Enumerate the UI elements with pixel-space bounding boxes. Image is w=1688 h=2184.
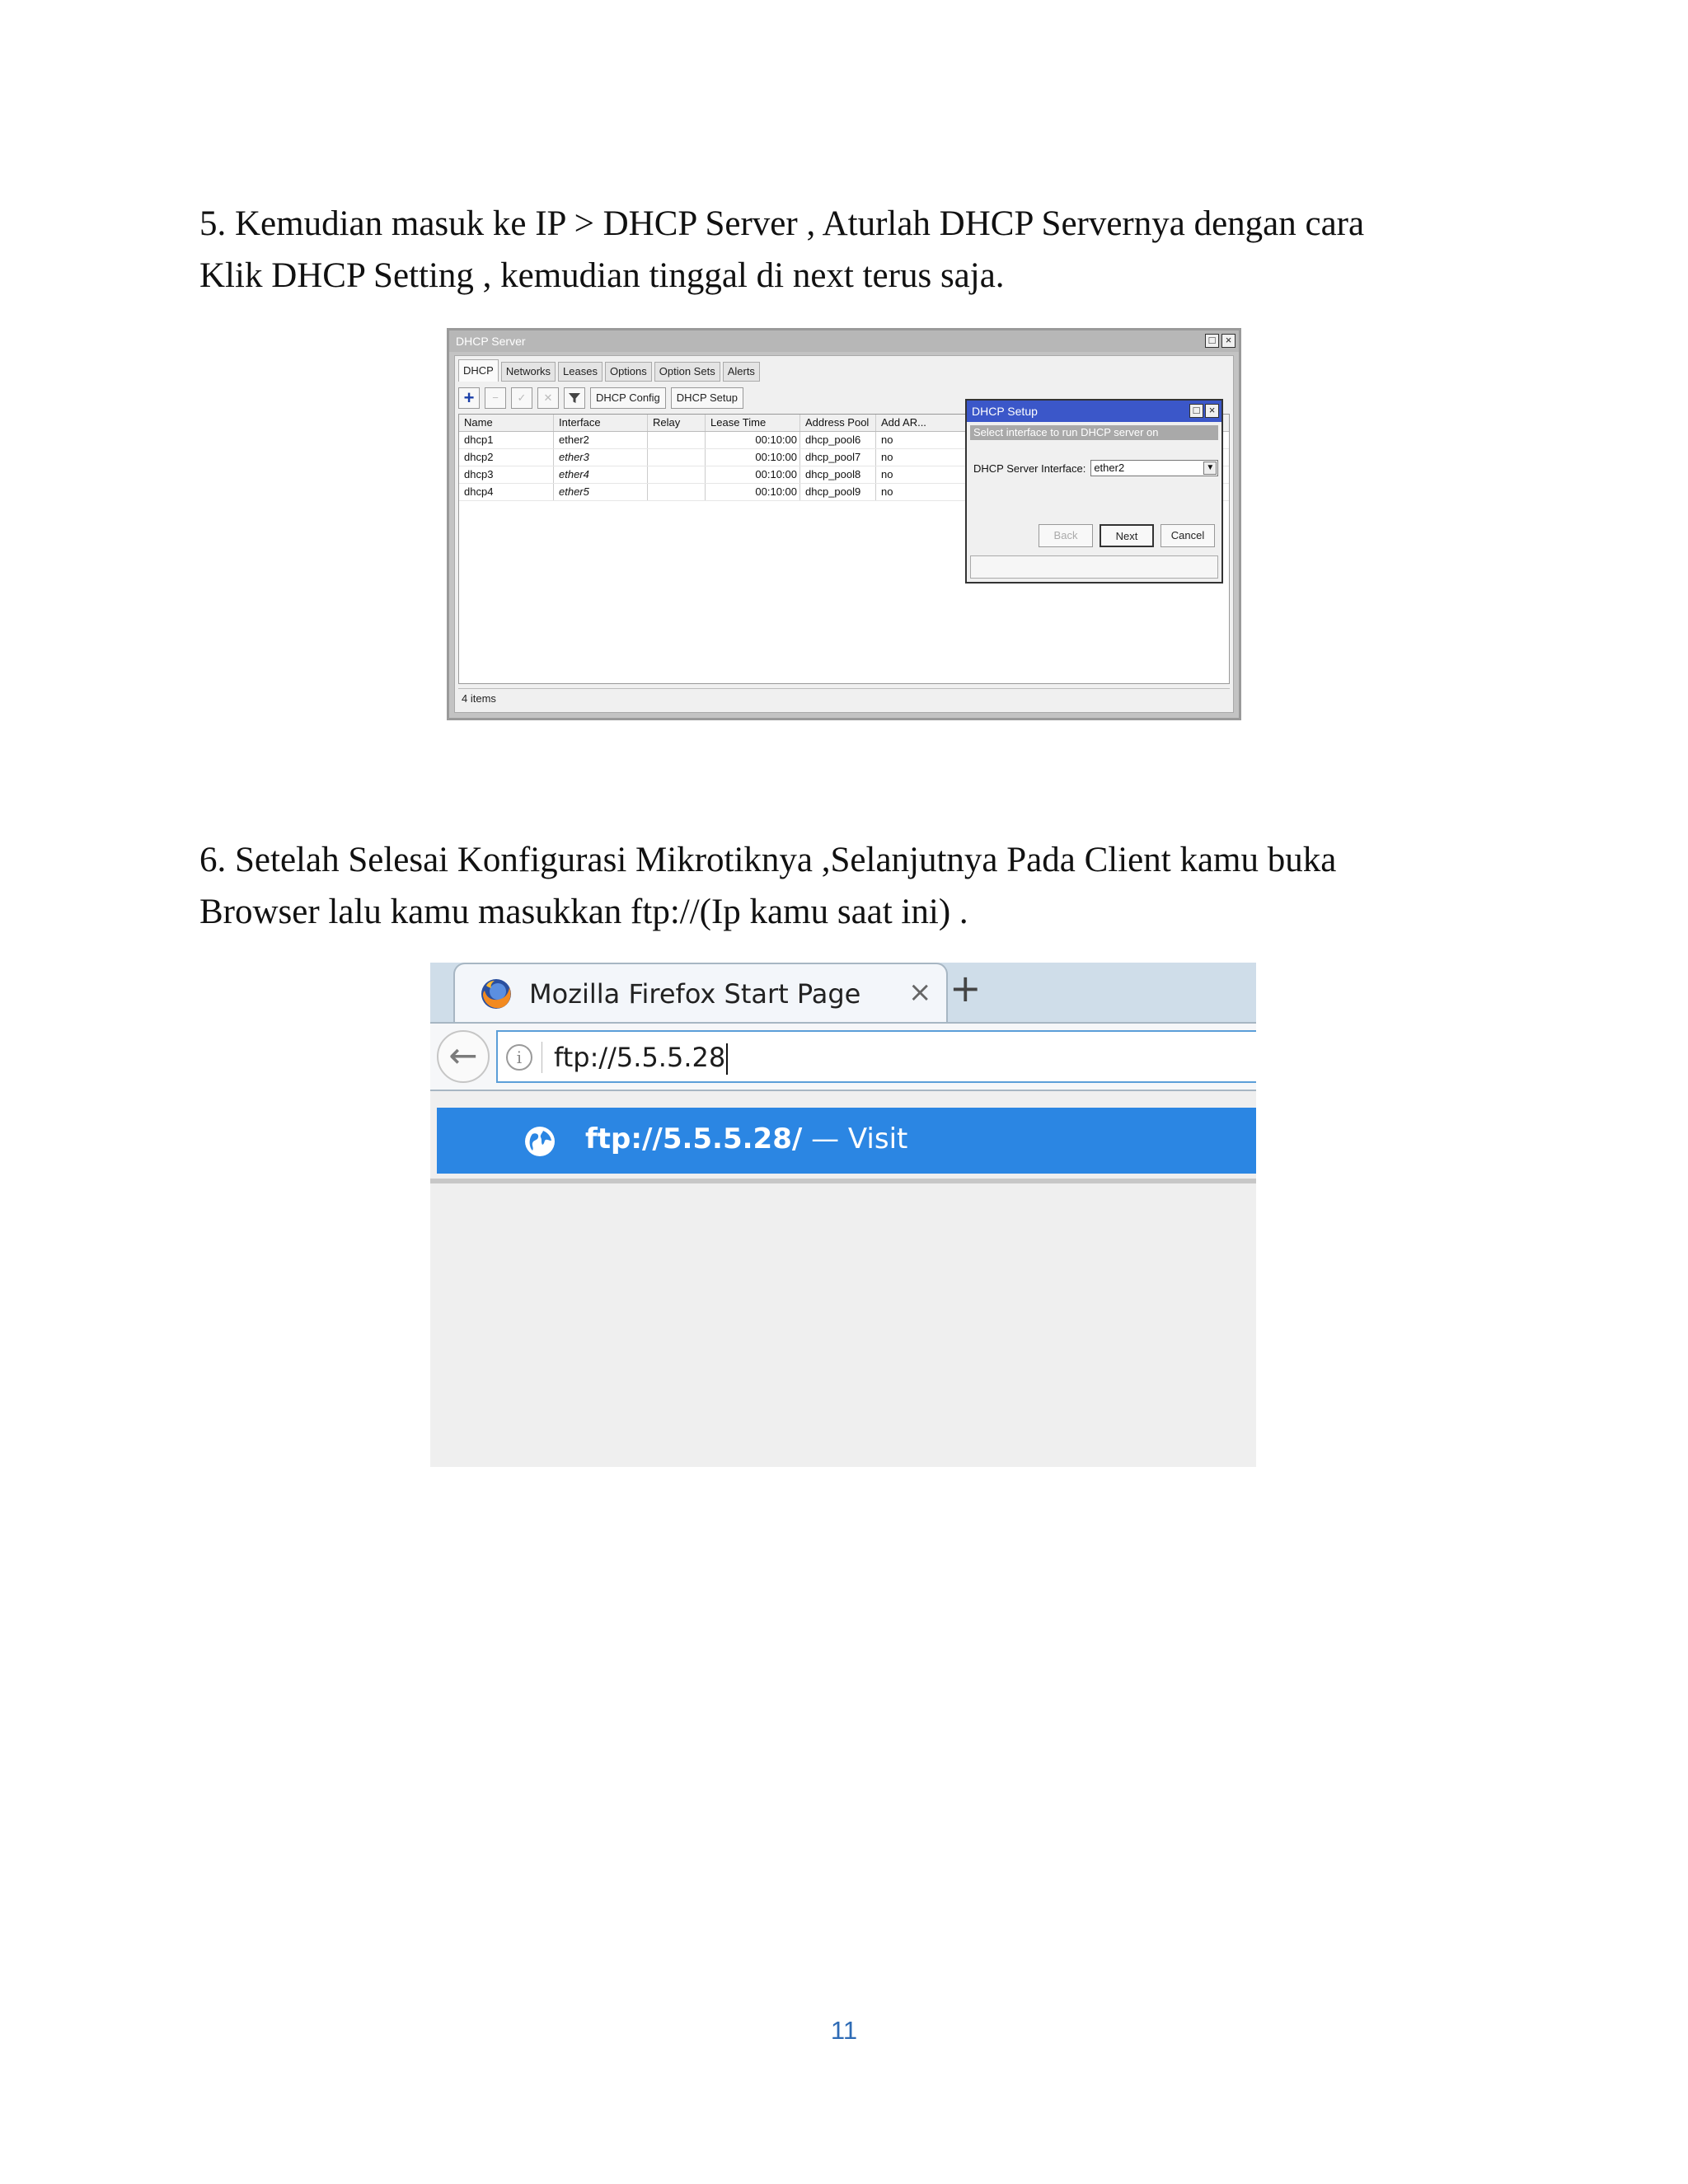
column-address-pool[interactable]: Address Pool	[800, 415, 876, 431]
window-title-bar	[449, 330, 1239, 352]
dhcp-setup-dialog	[965, 399, 1223, 583]
add-button[interactable]	[458, 387, 480, 409]
cell-interface: ether5	[554, 484, 648, 500]
navigation-bar	[430, 1022, 1256, 1091]
filter-button[interactable]	[564, 387, 585, 409]
minus-icon: −	[492, 391, 499, 404]
cell-address-pool: dhcp_pool9	[800, 484, 876, 500]
column-add-arp[interactable]: Add AR...	[881, 416, 926, 429]
cell-relay	[648, 449, 706, 466]
next-button[interactable]: Next	[1100, 524, 1154, 547]
cell-add-arp: no	[881, 434, 893, 446]
cell-lease-time: 00:10:00	[706, 432, 800, 448]
cell-interface: ether4	[554, 466, 648, 483]
cell-name: dhcp3	[459, 466, 554, 483]
dhcp-setup-button[interactable]: DHCP Setup	[671, 387, 743, 409]
page-number: 11	[830, 2016, 858, 2045]
cell-relay	[648, 466, 706, 483]
tab-options[interactable]: Options	[605, 362, 652, 382]
tab-dhcp[interactable]: DHCP	[458, 359, 499, 382]
cell-address-pool: dhcp_pool6	[800, 432, 876, 448]
globe-icon	[523, 1124, 557, 1159]
tab-strip	[458, 359, 762, 381]
cell-add-arp: no	[881, 451, 893, 463]
cell-lease-time: 00:10:00	[706, 466, 800, 483]
tab-bar	[430, 963, 1256, 1022]
tab-title: Mozilla Firefox Start Page	[529, 978, 861, 1010]
column-lease-time[interactable]: Lease Time	[706, 415, 800, 431]
remove-button[interactable]	[485, 387, 506, 409]
x-icon: ✕	[543, 391, 553, 404]
dropdown-divider	[430, 1179, 1256, 1183]
column-name[interactable]: Name	[459, 415, 554, 431]
url-input[interactable]	[496, 1030, 1256, 1083]
info-icon[interactable]: i	[506, 1044, 532, 1071]
window-body	[454, 355, 1234, 713]
cell-name: dhcp1	[459, 432, 554, 448]
step-5-line-2: Klik DHCP Setting , kemudian tinggal di next terus saja.	[199, 256, 1005, 295]
suggestion-text	[585, 1122, 907, 1155]
dialog-buttons	[1032, 524, 1215, 547]
toolbar	[458, 386, 748, 410]
interface-select-value: ether2	[1094, 462, 1125, 474]
firefox-screenshot	[430, 963, 1256, 1467]
dialog-title-bar	[967, 401, 1221, 422]
browser-tab[interactable]	[453, 963, 948, 1029]
back-arrow-icon: ←	[448, 1035, 478, 1076]
close-icon[interactable]: ×	[1221, 334, 1236, 348]
dialog-status-area	[970, 555, 1218, 579]
cancel-button[interactable]: Cancel	[1160, 524, 1215, 547]
maximize-icon[interactable]: □	[1205, 334, 1219, 348]
step-5-paragraph	[199, 198, 1518, 302]
close-icon[interactable]: ×	[1205, 404, 1219, 418]
new-tab-button[interactable]: +	[950, 966, 982, 1010]
cell-lease-time: 00:10:00	[706, 484, 800, 500]
cell-add-arp: no	[881, 485, 893, 498]
tab-option-sets[interactable]: Option Sets	[654, 362, 720, 382]
cell-address-pool: dhcp_pool8	[800, 466, 876, 483]
suggestion-url: ftp://5.5.5.28/	[585, 1122, 803, 1155]
tab-networks[interactable]: Networks	[501, 362, 556, 382]
disable-button[interactable]	[537, 387, 559, 409]
filter-icon	[568, 391, 581, 405]
cell-interface: ether2	[554, 432, 648, 448]
cell-name: dhcp4	[459, 484, 554, 500]
dialog-title: DHCP Setup	[972, 405, 1038, 418]
url-suggestion-item[interactable]	[437, 1108, 1256, 1174]
step-6-line-2: Browser lalu kamu masukkan ftp://(Ip kamu saat ini) .	[199, 893, 968, 931]
cell-interface: ether3	[554, 449, 648, 466]
window-title: DHCP Server	[456, 335, 526, 348]
text-caret	[726, 1043, 728, 1075]
cell-relay	[648, 432, 706, 448]
url-value: ftp://5.5.5.28	[554, 1042, 726, 1073]
url-text	[554, 1042, 728, 1075]
firefox-logo-icon	[480, 977, 513, 1010]
column-interface[interactable]: Interface	[554, 415, 648, 431]
maximize-icon[interactable]: □	[1189, 404, 1203, 418]
close-tab-icon[interactable]: ×	[908, 976, 932, 1009]
tab-alerts[interactable]: Alerts	[723, 362, 760, 382]
suggestion-action: — Visit	[811, 1122, 908, 1155]
status-bar: 4 items	[458, 688, 1230, 709]
interface-field-label: DHCP Server Interface:	[973, 462, 1086, 475]
cell-lease-time: 00:10:00	[706, 449, 800, 466]
dhcp-config-button[interactable]: DHCP Config	[590, 387, 666, 409]
cell-add-arp: no	[881, 468, 893, 480]
enable-button[interactable]	[511, 387, 532, 409]
step-6-paragraph	[199, 834, 1518, 938]
dropdown-arrow-icon[interactable]: ▼	[1203, 462, 1217, 475]
cell-name: dhcp2	[459, 449, 554, 466]
interface-field-row	[973, 460, 1218, 476]
interface-select[interactable]	[1090, 460, 1218, 476]
dialog-hint: Select interface to run DHCP server on	[970, 425, 1218, 440]
winbox-dhcp-server-screenshot	[447, 328, 1241, 720]
step-5-line-1: 5. Kemudian masuk ke IP > DHCP Server , Aturlah DHCP Servernya dengan cara	[199, 204, 1365, 243]
back-button[interactable]	[437, 1030, 490, 1083]
back-button[interactable]: Back	[1039, 524, 1093, 547]
cell-address-pool: dhcp_pool7	[800, 449, 876, 466]
cell-relay	[648, 484, 706, 500]
plus-icon: +	[463, 387, 475, 408]
check-icon: ✓	[517, 391, 527, 404]
column-relay[interactable]: Relay	[648, 415, 706, 431]
step-6-line-1: 6. Setelah Selesai Konfigurasi Mikrotiknya ,Selanjutnya Pada Client kamu buka	[199, 841, 1337, 879]
tab-leases[interactable]: Leases	[558, 362, 603, 382]
